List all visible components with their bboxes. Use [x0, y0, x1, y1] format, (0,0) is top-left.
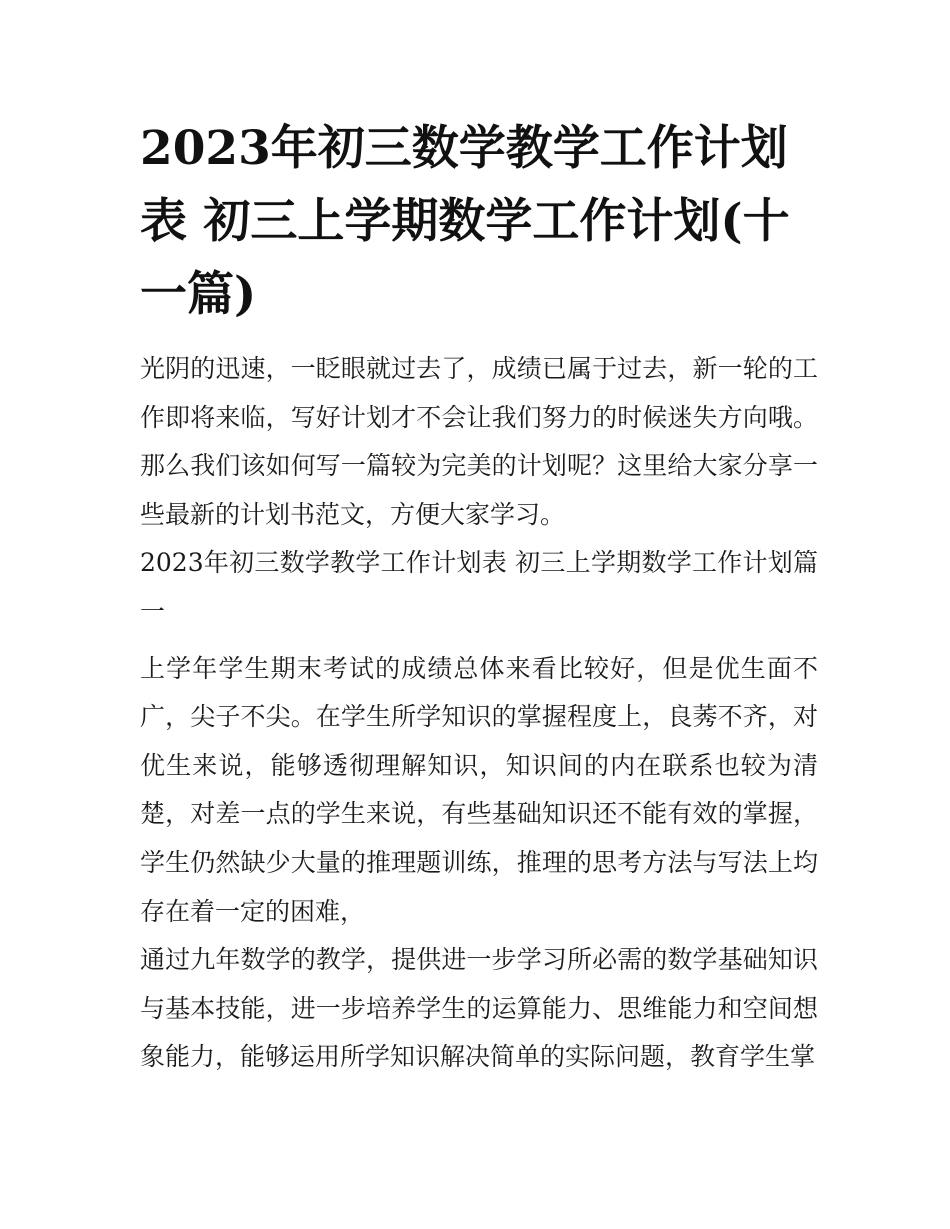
- body-paragraph-1: 上学年学生期末考试的成绩总体来看比较好，但是优生面不广，尖子不尖。在学生所学知识的掌握程度上，良莠不齐，对优生来说，能够透彻理解知识，知识间的内在联系也较为清楚，对差一点的学生来说，有些基础知识还不能有效的掌握，学生仍然缺少大量的推理题训练，推理的思考方法与写法上均存在着一定的困难，: [140, 653, 818, 926]
- body-paragraph-2: 通过九年数学的教学，提供进一步学习所必需的数学基础知识与基本技能，进一步培养学生的运算能力、思维能力和空间想象能力，能够运用所学知识解决简单的实际问题，教育学生掌: [140, 945, 818, 1072]
- document-body: [140, 112, 818, 1082]
- intro-paragraph: 光阴的迅速，一眨眼就过去了，成绩已属于过去，新一轮的工作即将来临，写好计划才不会让我们努力的时候迷失方向哦。那么我们该如何写一篇较为完美的计划呢？这里给大家分享一些最新的计划书范文，方便大家学习。: [140, 354, 818, 529]
- section-heading: 2023年初三数学教学工作计划表 初三上学期数学工作计划篇一: [140, 548, 818, 626]
- document-title: 2023年初三数学教学工作计划表 初三上学期数学工作计划(十一篇): [140, 121, 790, 322]
